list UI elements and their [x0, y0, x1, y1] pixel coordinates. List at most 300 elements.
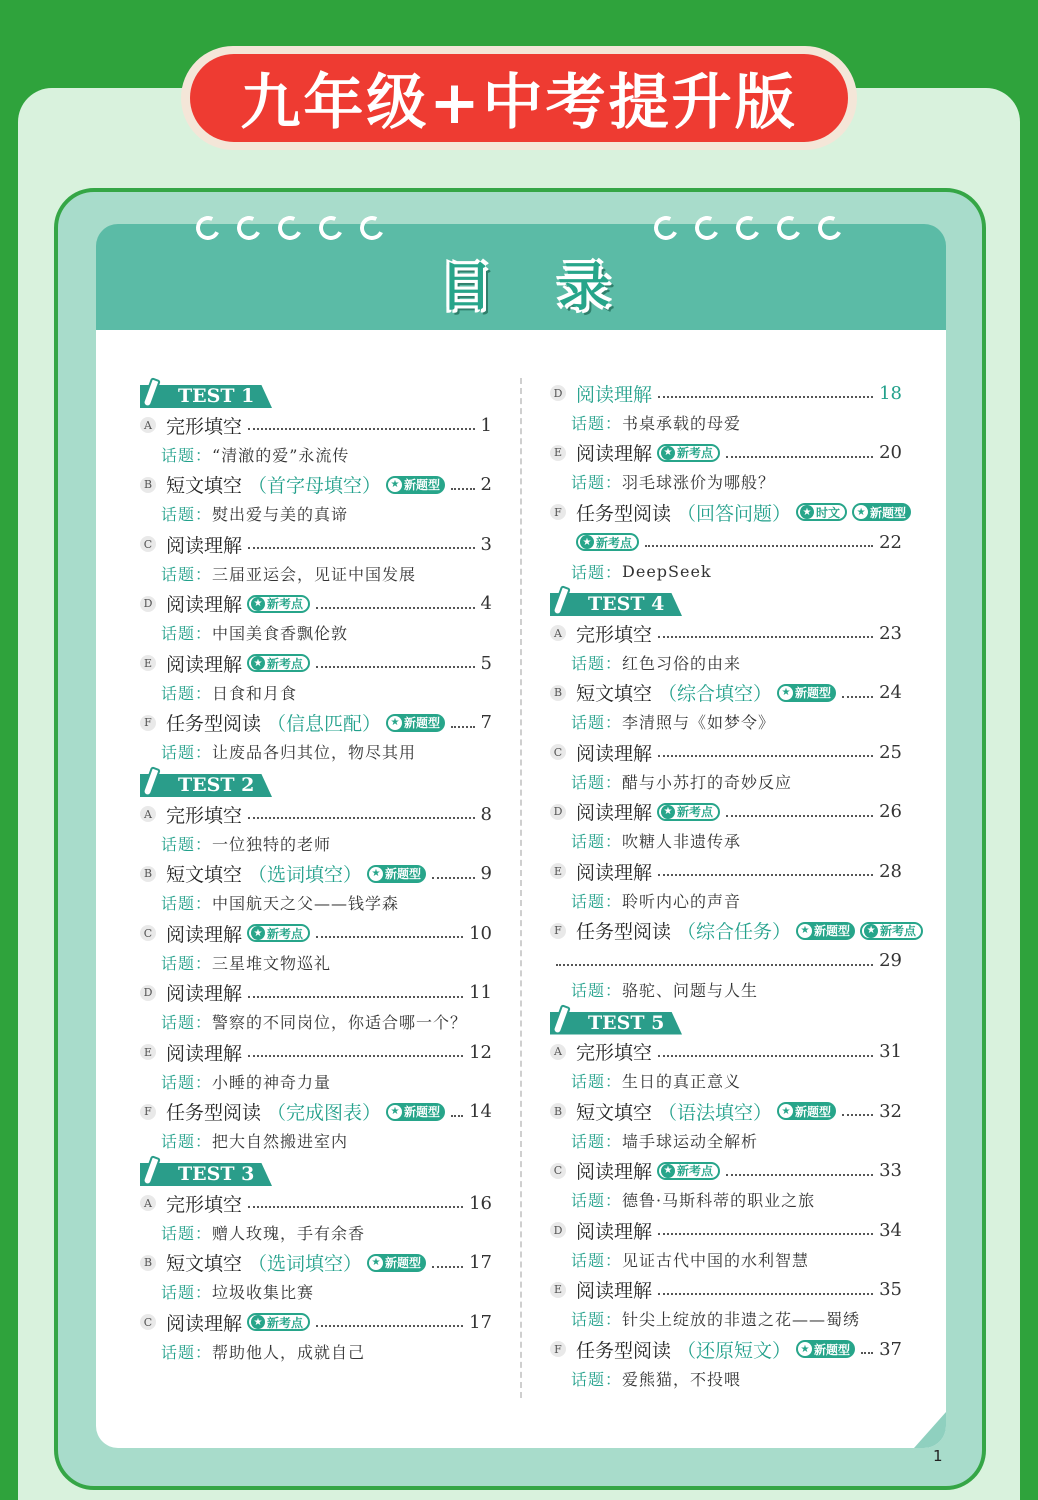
entry-title: 阅读理解 [166, 923, 243, 946]
hot-text-badge [796, 503, 847, 521]
page-ref: 4 [480, 593, 492, 614]
entry-topic [550, 648, 902, 676]
lightbulb-icon: ★ [251, 656, 265, 670]
new-point-badge [247, 1313, 310, 1331]
page-ref: 11 [469, 982, 492, 1003]
section-letter: B [140, 1255, 156, 1271]
entry-title: 任务型阅读 [166, 713, 262, 735]
page-ref: 18 [879, 382, 902, 404]
dot-leader [451, 1115, 463, 1117]
badge-label: 新题型 [404, 1105, 441, 1119]
dot-leader [645, 545, 873, 547]
section-letter: E [550, 1282, 566, 1298]
toc-entry[interactable] [550, 797, 902, 857]
topic-text: 针尖上绽放的非遗之花——蜀绣 [622, 1310, 861, 1329]
lightbulb-icon: ★ [388, 478, 402, 492]
toc-entry[interactable] [140, 918, 492, 978]
topic-label: 话题： [571, 891, 623, 911]
left-column [140, 378, 492, 1367]
toc-entry-line [550, 916, 917, 946]
toc-entry-line [550, 678, 902, 708]
new-point-badge [657, 803, 720, 821]
topic-text: 生日的真正意义 [622, 1072, 742, 1091]
lightbulb-icon: ★ [251, 597, 265, 611]
page-ref: 2 [480, 474, 492, 495]
badge-label: 新考点 [677, 1164, 714, 1178]
entry-title: 阅读理解 [166, 653, 243, 676]
dot-leader [451, 488, 475, 490]
new-type-badge [796, 1340, 855, 1358]
toc-entry-line [140, 799, 492, 829]
right-column [550, 378, 917, 1394]
entry-topic [550, 708, 902, 736]
toc-entry-line [140, 529, 492, 559]
entry-subtype: （完成图表） [267, 1102, 382, 1124]
new-type-badge [386, 476, 445, 494]
dot-leader [726, 815, 873, 817]
toc-entry-line [140, 978, 492, 1008]
lightbulb-icon: ★ [854, 505, 868, 519]
dot-leader [248, 1206, 463, 1208]
toc-entry[interactable] [550, 1037, 902, 1097]
badge-label: 新考点 [677, 446, 714, 460]
entry-title: 完形填空 [166, 415, 243, 438]
toc-entry[interactable] [550, 737, 902, 797]
badge-label: 新考点 [267, 597, 304, 611]
section-letter: F [550, 923, 566, 939]
topic-text: 让废品各归其位，物尽其用 [212, 743, 417, 762]
page-ref: 37 [879, 1338, 902, 1360]
badge-label: 新考点 [267, 656, 304, 671]
toc-entry[interactable] [140, 1037, 492, 1097]
toc-entry-line [550, 1037, 902, 1067]
topic-label: 话题： [161, 1342, 213, 1362]
entry-title: 任务型阅读 [576, 921, 672, 943]
topic-text: 垃圾收集比赛 [212, 1283, 315, 1302]
ring-icon [234, 213, 265, 244]
entry-title: 完形填空 [576, 1042, 653, 1064]
section-letter: C [140, 925, 156, 941]
new-type-badge [852, 503, 911, 521]
page-ref: 31 [879, 1041, 902, 1062]
dot-leader [658, 1233, 873, 1235]
toc-entry[interactable] [550, 1275, 902, 1335]
topic-label: 话题： [571, 832, 623, 851]
lightbulb-icon: ★ [798, 924, 812, 938]
lightbulb-icon: ★ [800, 505, 814, 519]
dot-leader [842, 696, 873, 698]
toc-entry-line [140, 1248, 492, 1278]
topic-label: 话题： [161, 1072, 213, 1092]
banner [181, 46, 857, 150]
page-ref: 35 [879, 1279, 902, 1300]
entry-title: 阅读理解 [576, 1161, 653, 1183]
section-letter: A [140, 1195, 156, 1211]
topic-label: 话题： [571, 653, 623, 673]
section-letter: D [550, 1222, 566, 1238]
toc-entry[interactable] [140, 1307, 492, 1367]
lightbulb-icon: ★ [388, 716, 402, 730]
topic-text: 羽毛球涨价为哪般？ [622, 473, 776, 492]
badge-label: 时文 [816, 505, 841, 520]
entry-topic [140, 1008, 492, 1036]
new-type-badge [777, 684, 836, 702]
entry-subtype: （语法填空） [658, 1101, 773, 1124]
toc-entry[interactable] [550, 1334, 902, 1394]
page-ref: 1 [480, 414, 492, 436]
topic-text: 墙手球运动全解析 [622, 1131, 759, 1151]
section-letter: C [550, 1163, 566, 1179]
badge-label: 新题型 [814, 1342, 851, 1357]
dot-leader [248, 1055, 463, 1057]
badge-label: 新题型 [385, 1256, 422, 1270]
section-letter: B [550, 685, 566, 701]
entry-title: 阅读理解 [166, 534, 243, 557]
topic-label: 话题： [161, 564, 213, 584]
entry-topic [550, 1305, 902, 1333]
section-letter: E [140, 1044, 156, 1060]
binder-rings-left [196, 216, 384, 240]
dot-leader [316, 1325, 463, 1327]
topic-label: 话题： [571, 1072, 623, 1091]
dot-leader [658, 1293, 873, 1295]
toc-entry-line [140, 1307, 492, 1337]
toc-entry[interactable] [140, 470, 492, 530]
entry-title: 完形填空 [166, 804, 243, 827]
section-letter: A [550, 625, 566, 641]
toc-entry-line [550, 856, 902, 886]
section-letter: D [140, 596, 156, 612]
topic-label: 话题： [571, 473, 623, 492]
topic-text: 小睡的神奇力量 [212, 1072, 332, 1092]
topic-text: 骆驼、问题与人生 [622, 981, 759, 1000]
toc-entry-line [140, 1037, 492, 1067]
section-letter: F [550, 1341, 566, 1357]
page-ref: 26 [879, 801, 902, 822]
toc-entry[interactable] [550, 678, 902, 738]
toc-entry-line [550, 1096, 902, 1126]
page-ref: 25 [879, 741, 902, 763]
toc-entry[interactable] [550, 378, 902, 438]
topic-label: 话题： [571, 1369, 623, 1389]
entry-topic [550, 1245, 902, 1273]
toc-entry[interactable] [550, 1096, 902, 1156]
toc-entry[interactable] [140, 799, 492, 859]
badge-label: 新题型 [404, 716, 441, 730]
entry-topic [140, 678, 492, 706]
new-point-badge [860, 922, 923, 940]
entry-title: 短文填空 [576, 1101, 653, 1124]
test-heading-label: TEST 4 [588, 593, 665, 615]
toc-entry-line [550, 527, 902, 557]
lightbulb-icon: ★ [864, 924, 878, 938]
entry-subtype: （回答问题） [677, 502, 792, 525]
entry-topic [140, 500, 492, 528]
topic-label: 话题： [161, 834, 213, 854]
new-point-badge [247, 595, 310, 613]
topic-text: 书桌承载的母爱 [622, 413, 742, 433]
dot-leader [432, 1266, 463, 1268]
test-heading-label: TEST 1 [178, 385, 255, 407]
toc-entry[interactable] [140, 589, 492, 649]
ring-icon [316, 213, 347, 244]
topic-label: 话题： [571, 1250, 623, 1270]
banner-title: 九年级+中考提升版 [190, 54, 848, 142]
ring-icon [357, 213, 388, 244]
toc-entry-line [550, 1156, 902, 1186]
toc-entry-line [140, 1097, 492, 1127]
entry-topic [550, 557, 902, 585]
badge-label: 新考点 [596, 535, 633, 550]
ring-icon [692, 213, 723, 244]
entry-title: 短文填空 [166, 1253, 243, 1275]
column-divider [520, 378, 522, 1398]
new-point-badge [247, 654, 310, 672]
new-point-badge [657, 1162, 720, 1180]
page-ref: 14 [469, 1101, 492, 1122]
dot-leader [726, 456, 873, 458]
entry-title: 阅读理解 [166, 1312, 243, 1335]
topic-text: DeepSeek [622, 561, 712, 581]
dot-leader [248, 428, 475, 430]
entry-topic [140, 1278, 492, 1306]
page-ref: 32 [879, 1100, 902, 1122]
badge-label: 新题型 [814, 924, 851, 938]
page-ref: 24 [879, 682, 902, 703]
page-number: 1 [933, 1447, 943, 1465]
toc-entry-line [550, 1215, 902, 1245]
new-type-badge [777, 1102, 836, 1120]
section-letter: D [550, 385, 566, 401]
page-ref: 12 [469, 1041, 492, 1063]
toc-entry[interactable] [550, 618, 902, 678]
entry-title: 阅读理解 [576, 383, 653, 406]
page-ref: 20 [879, 442, 902, 463]
topic-label: 话题： [161, 1013, 213, 1032]
test-heading-label: TEST 3 [178, 1163, 255, 1185]
page-ref: 34 [879, 1219, 902, 1241]
lightbulb-icon: ★ [251, 926, 265, 940]
test-heading-label: TEST 2 [178, 774, 255, 796]
entry-topic [550, 408, 902, 436]
entry-topic [550, 827, 902, 855]
topic-text: 聆听内心的声音 [622, 891, 742, 911]
badge-label: 新题型 [385, 867, 422, 881]
entry-title: 短文填空 [166, 475, 243, 497]
entry-topic [550, 468, 902, 496]
section-letter: B [140, 477, 156, 493]
topic-label: 话题： [161, 1283, 213, 1302]
topic-text: 爱熊猫，不投喂 [622, 1369, 742, 1389]
toc-entry-line [140, 708, 492, 738]
dot-leader [316, 666, 475, 668]
topic-label: 话题： [571, 562, 623, 582]
entry-title: 短文填空 [576, 683, 653, 705]
section-letter: A [550, 1044, 566, 1060]
page-ref: 29 [879, 950, 902, 971]
badge-label: 新题型 [404, 478, 441, 492]
new-point-badge [247, 924, 310, 942]
toc-entry[interactable] [550, 856, 902, 916]
topic-text: “清澈的爱”永流传 [212, 445, 350, 465]
entry-subtype: （综合填空） [658, 683, 773, 705]
topic-text: 吹糖人非遗传承 [622, 832, 742, 851]
toc-entry[interactable] [140, 859, 492, 919]
toc-entry-line [550, 946, 902, 976]
section-letter: A [140, 806, 156, 822]
entry-topic [550, 1126, 902, 1154]
toc-entry-line [550, 497, 907, 527]
entry-subtype: （首字母填空） [248, 475, 382, 497]
toc-entry[interactable] [550, 497, 907, 586]
dot-leader [248, 547, 475, 549]
badge-label: 新题型 [795, 1104, 832, 1119]
topic-text: 中国航天之父——钱学森 [212, 894, 400, 913]
topic-text: 把大自然搬进室内 [212, 1132, 349, 1151]
dot-leader [658, 636, 873, 638]
topic-label: 话题： [161, 894, 213, 913]
dot-leader [658, 1055, 873, 1057]
toc-entry-line [550, 1275, 902, 1305]
section-letter: E [140, 655, 156, 671]
topic-text: 赠人玫瑰，手有余香 [212, 1223, 366, 1243]
topic-text: 醋与小苏打的奇妙反应 [622, 772, 793, 792]
dot-leader [248, 996, 463, 998]
entry-topic [140, 948, 492, 976]
new-type-badge [386, 714, 445, 732]
toc-entry-line [140, 918, 492, 948]
topic-label: 话题： [161, 505, 213, 524]
dot-leader [316, 936, 463, 938]
lightbulb-icon: ★ [661, 446, 675, 460]
toc-entry[interactable] [140, 648, 492, 708]
topic-text: 日食和月食 [212, 683, 298, 703]
lightbulb-icon: ★ [251, 1315, 265, 1329]
lightbulb-icon: ★ [369, 1256, 383, 1270]
badge-label: 新考点 [267, 1315, 304, 1330]
new-type-badge [386, 1103, 445, 1121]
lightbulb-icon: ★ [798, 1342, 812, 1356]
section-letter: F [140, 715, 156, 731]
page-title [440, 250, 610, 318]
entry-title: 完形填空 [166, 1193, 243, 1216]
page-ref: 7 [480, 712, 492, 733]
entry-title: 阅读理解 [576, 861, 653, 884]
page-ref: 3 [480, 533, 492, 555]
toc-entry-line [550, 618, 902, 648]
entry-title: 阅读理解 [576, 742, 653, 765]
entry-topic [550, 976, 902, 1004]
topic-label: 话题： [161, 624, 213, 643]
test-heading [550, 586, 685, 616]
toc-entry-line [550, 797, 902, 827]
section-letter: E [550, 863, 566, 879]
entry-topic [550, 1364, 902, 1392]
dot-leader [726, 1174, 873, 1176]
topic-label: 话题： [161, 953, 213, 973]
toc-entry[interactable] [140, 1188, 492, 1248]
topic-label: 话题： [161, 445, 213, 465]
entry-title: 阅读理解 [166, 983, 243, 1005]
section-letter: D [550, 804, 566, 820]
toc-entry[interactable] [140, 1248, 492, 1308]
topic-label: 话题： [571, 981, 623, 1000]
topic-text: 中国美食香飘伦敦 [212, 624, 349, 643]
ring-icon [815, 213, 846, 244]
entry-topic [140, 619, 492, 647]
entry-subtype: （选词填空） [248, 864, 363, 886]
toc-entry[interactable] [140, 978, 492, 1038]
lightbulb-icon: ★ [779, 686, 793, 700]
topic-text: 一位独特的老师 [212, 834, 332, 854]
entry-topic [550, 886, 902, 914]
topic-text: 红色习俗的由来 [622, 653, 742, 673]
page-ref: 9 [480, 863, 492, 884]
entry-topic [140, 440, 492, 468]
entry-title: 任务型阅读 [576, 1339, 672, 1362]
entry-title: 阅读理解 [576, 1220, 653, 1243]
entry-topic [550, 1186, 902, 1214]
dot-leader [658, 396, 873, 398]
new-point-badge [576, 533, 639, 551]
binder-rings-right [654, 216, 842, 240]
lightbulb-icon: ★ [779, 1104, 793, 1118]
entry-title: 阅读理解 [576, 802, 653, 824]
topic-text: 三届亚运会，见证中国发展 [212, 564, 417, 584]
new-point-badge [657, 444, 720, 462]
toc-entry-line [550, 378, 902, 408]
toc-entry[interactable] [550, 1215, 902, 1275]
ring-icon [275, 213, 306, 244]
topic-text: 见证古代中国的水利智慧 [622, 1250, 810, 1270]
lightbulb-icon: ★ [661, 1164, 675, 1178]
toc-entry[interactable] [140, 410, 492, 470]
toc-entry-line [140, 589, 492, 619]
test-heading [140, 1156, 275, 1186]
page-ref: 16 [469, 1192, 492, 1214]
lightbulb-icon: ★ [369, 867, 383, 881]
toc-entry[interactable] [140, 1097, 492, 1157]
toc-entry[interactable] [550, 438, 902, 498]
entry-topic [140, 1337, 492, 1365]
test-heading [140, 378, 275, 408]
entry-subtype: （还原短文） [677, 1339, 792, 1362]
page-ref: 17 [469, 1252, 492, 1273]
page-ref: 5 [480, 652, 492, 674]
badge-label: 新考点 [267, 926, 304, 941]
toc-entry[interactable] [140, 708, 492, 768]
page-ref: 23 [879, 622, 902, 644]
ring-icon [774, 213, 805, 244]
toc-entry[interactable] [550, 1156, 902, 1216]
toc-entry[interactable] [550, 916, 917, 1005]
dot-leader [316, 607, 475, 609]
page-ref: 8 [480, 803, 492, 825]
lightbulb-icon: ★ [661, 805, 675, 819]
badge-label: 新题型 [795, 686, 832, 700]
toc-entry[interactable] [140, 529, 492, 589]
section-letter: C [140, 1314, 156, 1330]
title-char: 目 [440, 257, 493, 318]
entry-subtype: （选词填空） [248, 1253, 363, 1275]
topic-label: 话题： [571, 772, 623, 792]
topic-label: 话题： [571, 1310, 623, 1329]
dot-leader [248, 817, 475, 819]
topic-text: 德鲁·马斯科蒂的职业之旅 [622, 1191, 816, 1210]
toc-entry-line [140, 1188, 492, 1218]
new-type-badge [367, 1254, 426, 1272]
page-ref: 33 [879, 1160, 902, 1181]
